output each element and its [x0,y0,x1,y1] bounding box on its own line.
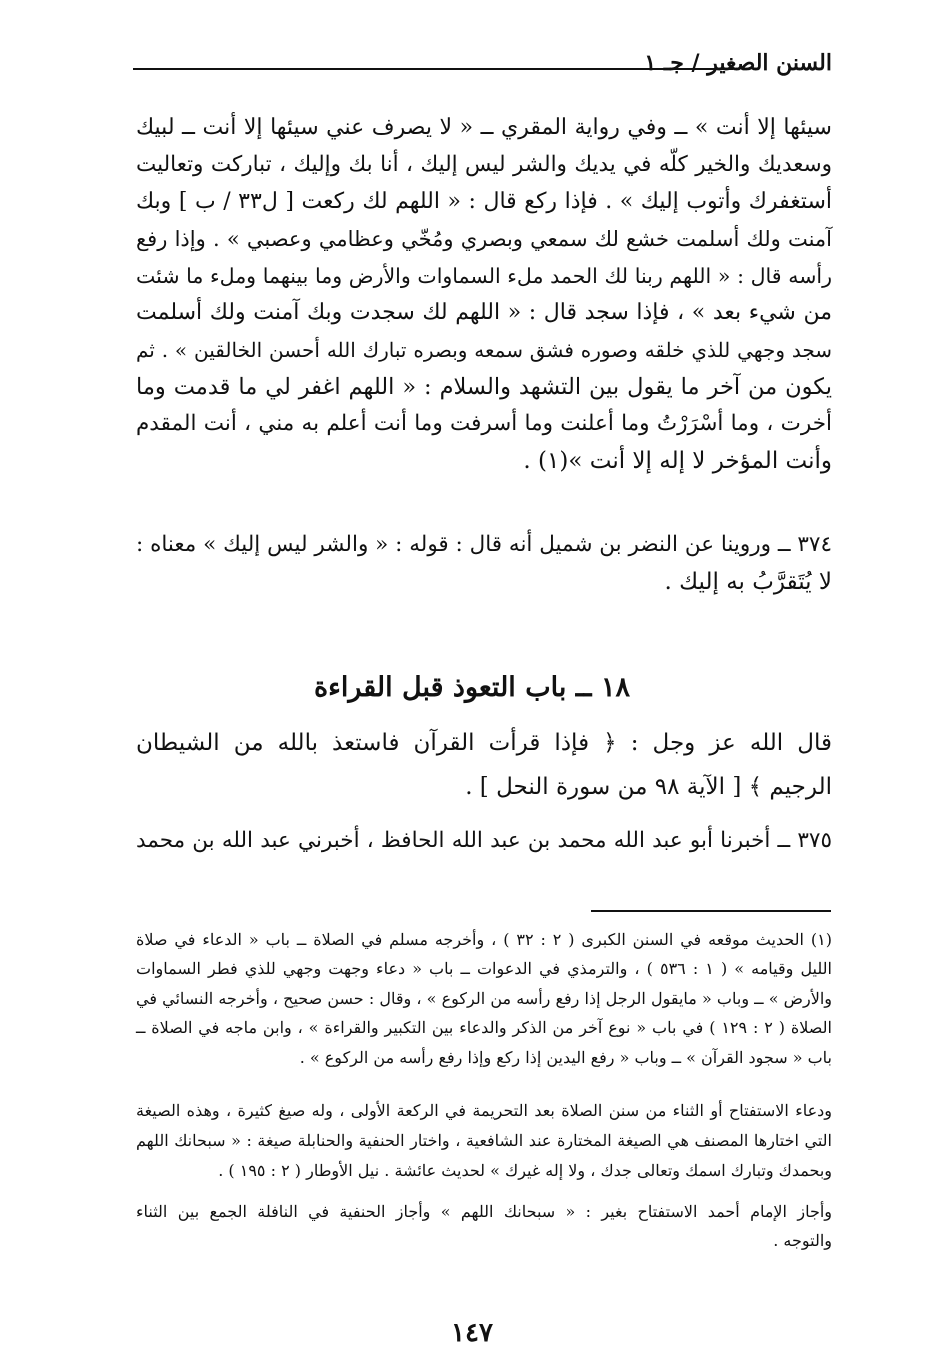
footnote-line: التي اختارها المصنف هي الصيغة المختارة عند الشافعية ، واختار الحنفية والحنابلة صيغة : « سبحانك اللهم [136,1131,832,1150]
quran-line: قال الله عز وجل : ﴿ فإذا قرأت القرآن فاستعذ بالله من الشيطان [136,730,832,756]
footnote-line: وأجاز الإمام أحمد الاستفتاح بغير : « سبحانك اللهم » وأجاز الحنفية في النافلة الجمع بين الثناء [136,1202,832,1221]
body-line: سجد وجهي للذي خلقه وصوره فشق سمعه وبصره تبارك الله أحسن الخالقين » . ثم [136,338,832,362]
footnote-rule [591,910,831,912]
hadith-374-line: لا يُتَقرَّبُ به إليك . [664,569,832,595]
footnote-line: وبحمدك وتبارك اسمك وتعالى جدك ، ولا إله غيرك » لحديث عائشة . نيل الأوطار ( ٢ : ١٩٥ ) . [218,1161,832,1180]
body-line: يكون من آخر ما يقول بين التشهد والسلام : « اللهم اغفر لي ما قدمت وما [136,374,832,400]
body-line: أخرت ، وما أسْرَرْتُ وما أعلنت وما أسرفت وما أنت أعلم به مني ، أنت المقدم [136,411,832,436]
body-line: آمنت ولك أسلمت خشع لك سمعي وبصري ومُخّي وعظامي وعصبي » . وإذا رفع [136,227,832,251]
quran-line: الرجيم ﴾ [ الآية ٩٨ من سورة النحل ] . [465,774,832,800]
footnote-line: والأرض » ــ وباب « مايقول الرجل إذا رفع رأسه من الركوع » ، وقال : حسن صحيح ، وأخرجه النسائي في [136,989,832,1008]
body-line: رأسه قال : « اللهم ربنا لك الحمد ملء السماوات والأرض وما بينهما وملء ما شئت [136,264,832,288]
footnote-line: الليل وقيامه » ( ١ : ٥٣٦ ) ، والترمذي في الدعوات ــ باب « دعاء وجهت وجهي للذي فطر السماوات [136,959,833,978]
chapter-heading: ١٨ ــ باب التعوذ قبل القراءة [314,672,630,703]
body-line: وأنت المؤخر لا إله إلا أنت »(١) . [523,448,832,474]
footnote-line: والتوجه . [773,1231,832,1250]
body-line: سيئها إلا أنت » ــ وفي رواية المقري ــ « لا يصرف عني سيئها إلا أنت ــ لبيك [136,115,832,140]
header-rule [133,68,733,70]
page-number: ١٤٧ [451,1318,493,1348]
hadith-375-line: ٣٧٥ ــ أخبرنا أبو عبد الله محمد بن عبد الله الحافظ ، أخبرني عبد الله بن محمد [136,828,832,853]
body-line: من شيء بعد » ، فإذا سجد قال : « اللهم لك سجدت وبك آمنت ولك أسلمت [136,300,832,325]
footnote-line: ودعاء الاستفتاح أو الثناء من سنن الصلاة بعد التحريمة في الركعة الأولى ، وله صيغ كثيرة ، وهذه الصيغة [136,1101,832,1120]
body-line: وسعديك والخير كلّه في يديك والشر ليس إليك ، أنا بك وإليك ، تباركت وتعاليت [136,152,832,177]
body-line: أستغفرك وأتوب إليك » . فإذا ركع قال : « اللهم لك ركعت [ ل٣٣ / ب ] وبك [136,189,832,214]
footnote-line: الصلاة ( ٢ : ١٢٩ ) في باب « نوع آخر من الذكر والدعاء بين التكبير والقراءة » ، وابن ماجه في الصلاة ــ [136,1018,832,1037]
hadith-374-line: ٣٧٤ ــ وروينا عن النضر بن شميل أنه قال : قوله : « والشر ليس إليك » معناه : [136,532,832,557]
footnote-line: (١) الحديث موقعه في السنن الكبرى ( ٢ : ٣٢ ) ، وأخرجه مسلم في الصلاة ــ باب « الدعاء في صلاة [136,930,832,949]
footnote-line: باب « سجود القرآن » ــ وباب « رفع اليدين إذا ركع وإذا رفع رأسه من الركوع » . [299,1048,832,1067]
running-head: السنن الصغير / جـ ١ [644,50,832,76]
